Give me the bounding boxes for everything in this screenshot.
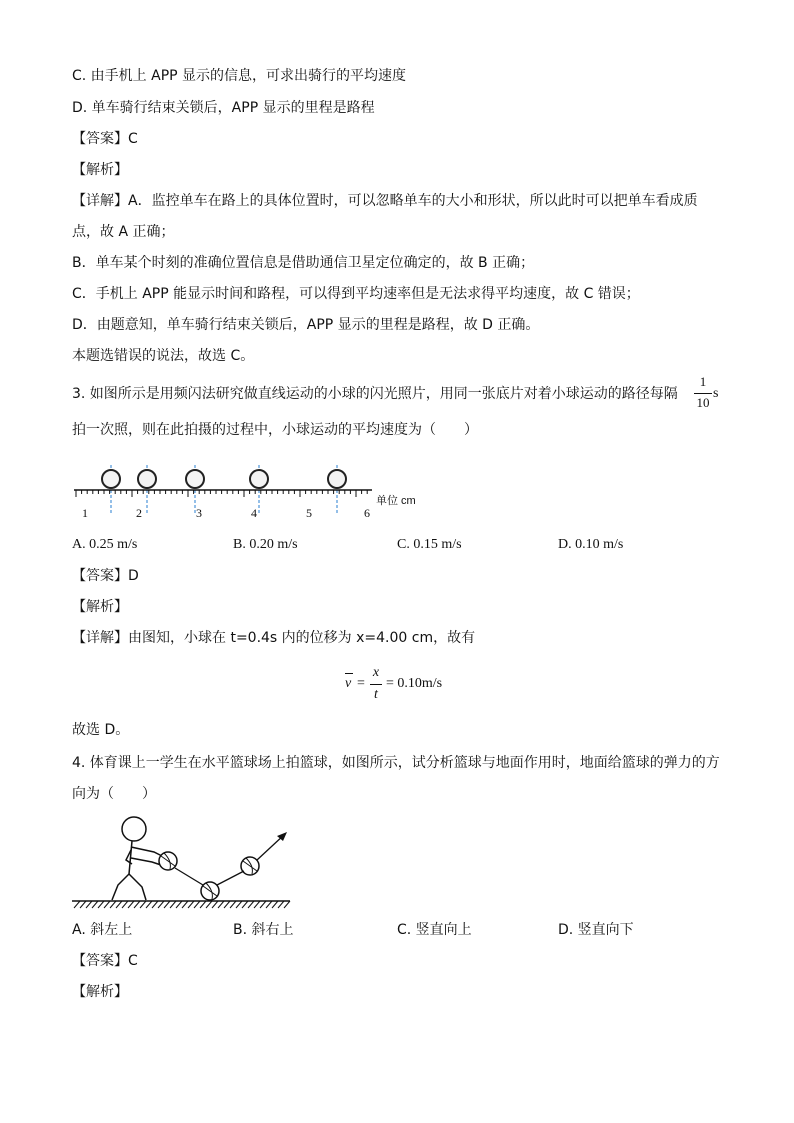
q3-conclusion: 故选 D。 (72, 722, 130, 738)
q3-analysis-heading: 【解析】 (72, 599, 128, 615)
q4-answer: 【答案】C (72, 953, 138, 969)
q2-option-c: C. 由手机上 APP 显示的信息，可求出骑行的平均速度 (72, 68, 407, 84)
ground-hatch (122, 901, 128, 908)
q3-stem-line2: 拍一次照，则在此拍摄的过程中，小球运动的平均速度为（ ） (72, 422, 478, 438)
ground-hatch (212, 901, 218, 908)
ground-hatch (254, 901, 260, 908)
ground-hatch (116, 901, 122, 908)
trajectory-up (217, 871, 244, 885)
ground-hatch (248, 901, 254, 908)
q3-stroboscopic-ruler-figure (72, 462, 422, 522)
ground-hatch (260, 901, 266, 908)
ruler-label: 3 (196, 506, 202, 520)
ground-hatch (104, 901, 110, 908)
q3-fraction-unit: s (713, 386, 719, 401)
ground-hatch (110, 901, 116, 908)
ground-hatch (92, 901, 98, 908)
ground-hatch (242, 901, 248, 908)
ground-hatch (74, 901, 80, 908)
q2-detail-c: C．手机上 APP 能显示时间和路程，可以得到平均速率但是无法求得平均速度，故 C 错误； (72, 286, 640, 302)
q3-option-b: B. 0.20 m/s (233, 537, 298, 552)
q3-time-fraction (694, 374, 712, 414)
q2-detail-line2: 点，故 A 正确； (72, 224, 175, 240)
q3-detail: 【详解】由图知，小球在 t=0.4s 内的位移为 x=4.00 cm，故有 (72, 630, 476, 646)
ground-hatch (170, 901, 176, 908)
ground-hatch (128, 901, 134, 908)
q3-average-velocity-formula (343, 664, 483, 708)
ground-hatch (182, 901, 188, 908)
student-leg-right (129, 874, 146, 900)
ground-hatch (152, 901, 158, 908)
ball (328, 470, 346, 488)
ground-hatch (200, 901, 206, 908)
q3-fraction-numerator: 1 (699, 374, 707, 389)
formula-numerator: x (372, 665, 380, 680)
student-leg-left (112, 874, 129, 900)
q4-option-d: D. 竖直向下 (558, 922, 634, 938)
ball (102, 470, 120, 488)
q4-basketball-figure (72, 812, 297, 912)
overline (345, 673, 353, 674)
q3-fraction-denominator: 10 (696, 395, 710, 410)
ruler-label: 5 (306, 506, 312, 520)
ball (138, 470, 156, 488)
q4-stem-line2: 向为（ ） (72, 786, 156, 802)
ground-hatch (146, 901, 152, 908)
formula-result: = 0.10m/s (386, 676, 443, 691)
q2-conclusion: 本题选错误的说法，故选 C。 (72, 348, 255, 364)
ground-hatch (158, 901, 164, 908)
ground-hatch (218, 901, 224, 908)
q2-detail-line1: 【详解】A．监控单车在路上的具体位置时，可以忽略单车的大小和形状，所以此时可以把单车看成质 (72, 193, 698, 209)
ball (186, 470, 204, 488)
q2-option-d: D. 单车骑行结束关锁后，APP 显示的里程是路程 (72, 100, 375, 116)
q2-detail-d: D．由题意知，单车骑行结束关锁后，APP 显示的里程是路程，故 D 正确。 (72, 317, 540, 333)
ground-hatch (176, 901, 182, 908)
q4-option-c: C. 竖直向上 (397, 922, 472, 938)
student-arm-upper (131, 847, 162, 856)
student-head (122, 817, 146, 841)
ground-hatch (230, 901, 236, 908)
q2-answer: 【答案】C (72, 131, 138, 147)
ruler-label: 2 (136, 506, 142, 520)
ground-hatch (194, 901, 200, 908)
ground-hatch (164, 901, 170, 908)
ruler-label: 1 (82, 506, 88, 520)
ruler-label: 6 (364, 506, 370, 520)
q3-option-a: A. 0.25 m/s (72, 537, 138, 552)
ground-hatch (224, 901, 230, 908)
q3-stem-line1: 3. 如图所示是用频闪法研究做直线运动的小球的闪光照片，用同一张底片对着小球运动的路径每隔 (72, 386, 678, 402)
q3-answer: 【答案】D (72, 568, 139, 584)
ruler-label: 4 (251, 506, 257, 520)
ground-hatch (80, 901, 86, 908)
ground-hatch (134, 901, 140, 908)
q3-option-c: C. 0.15 m/s (397, 537, 462, 552)
ground-hatch (206, 901, 212, 908)
ball (250, 470, 268, 488)
q4-analysis-heading: 【解析】 (72, 984, 128, 1000)
ruler-unit-label: 单位 cm (376, 495, 416, 507)
q2-analysis-heading: 【解析】 (72, 162, 128, 178)
q3-option-d: D. 0.10 m/s (558, 537, 624, 552)
q3-fraction-bar (694, 393, 712, 394)
ground-hatch (266, 901, 272, 908)
ground-hatch (272, 901, 278, 908)
q4-option-a: A. 斜左上 (72, 922, 133, 938)
ground-hatch (278, 901, 284, 908)
ground-hatch (98, 901, 104, 908)
ground-hatch (188, 901, 194, 908)
formula-denominator: t (374, 687, 378, 702)
q4-stem-line1: 4. 体育课上一学生在水平篮球场上拍篮球，如图所示，试分析篮球与地面作用时，地面给篮球的弹力的方 (72, 755, 720, 771)
formula-equals: = (357, 676, 365, 691)
formula-velocity-symbol: v (345, 676, 352, 691)
ground-hatch (86, 901, 92, 908)
q4-option-b: B. 斜右上 (233, 922, 294, 938)
ground-hatch (140, 901, 146, 908)
ground-hatch (236, 901, 242, 908)
q2-detail-b: B．单车某个时刻的准确位置信息是借助通信卫星定位确定的，故 B 正确； (72, 255, 535, 271)
trajectory-down (175, 868, 203, 885)
ground-hatch (284, 901, 290, 908)
formula-fraction-bar (370, 684, 382, 685)
